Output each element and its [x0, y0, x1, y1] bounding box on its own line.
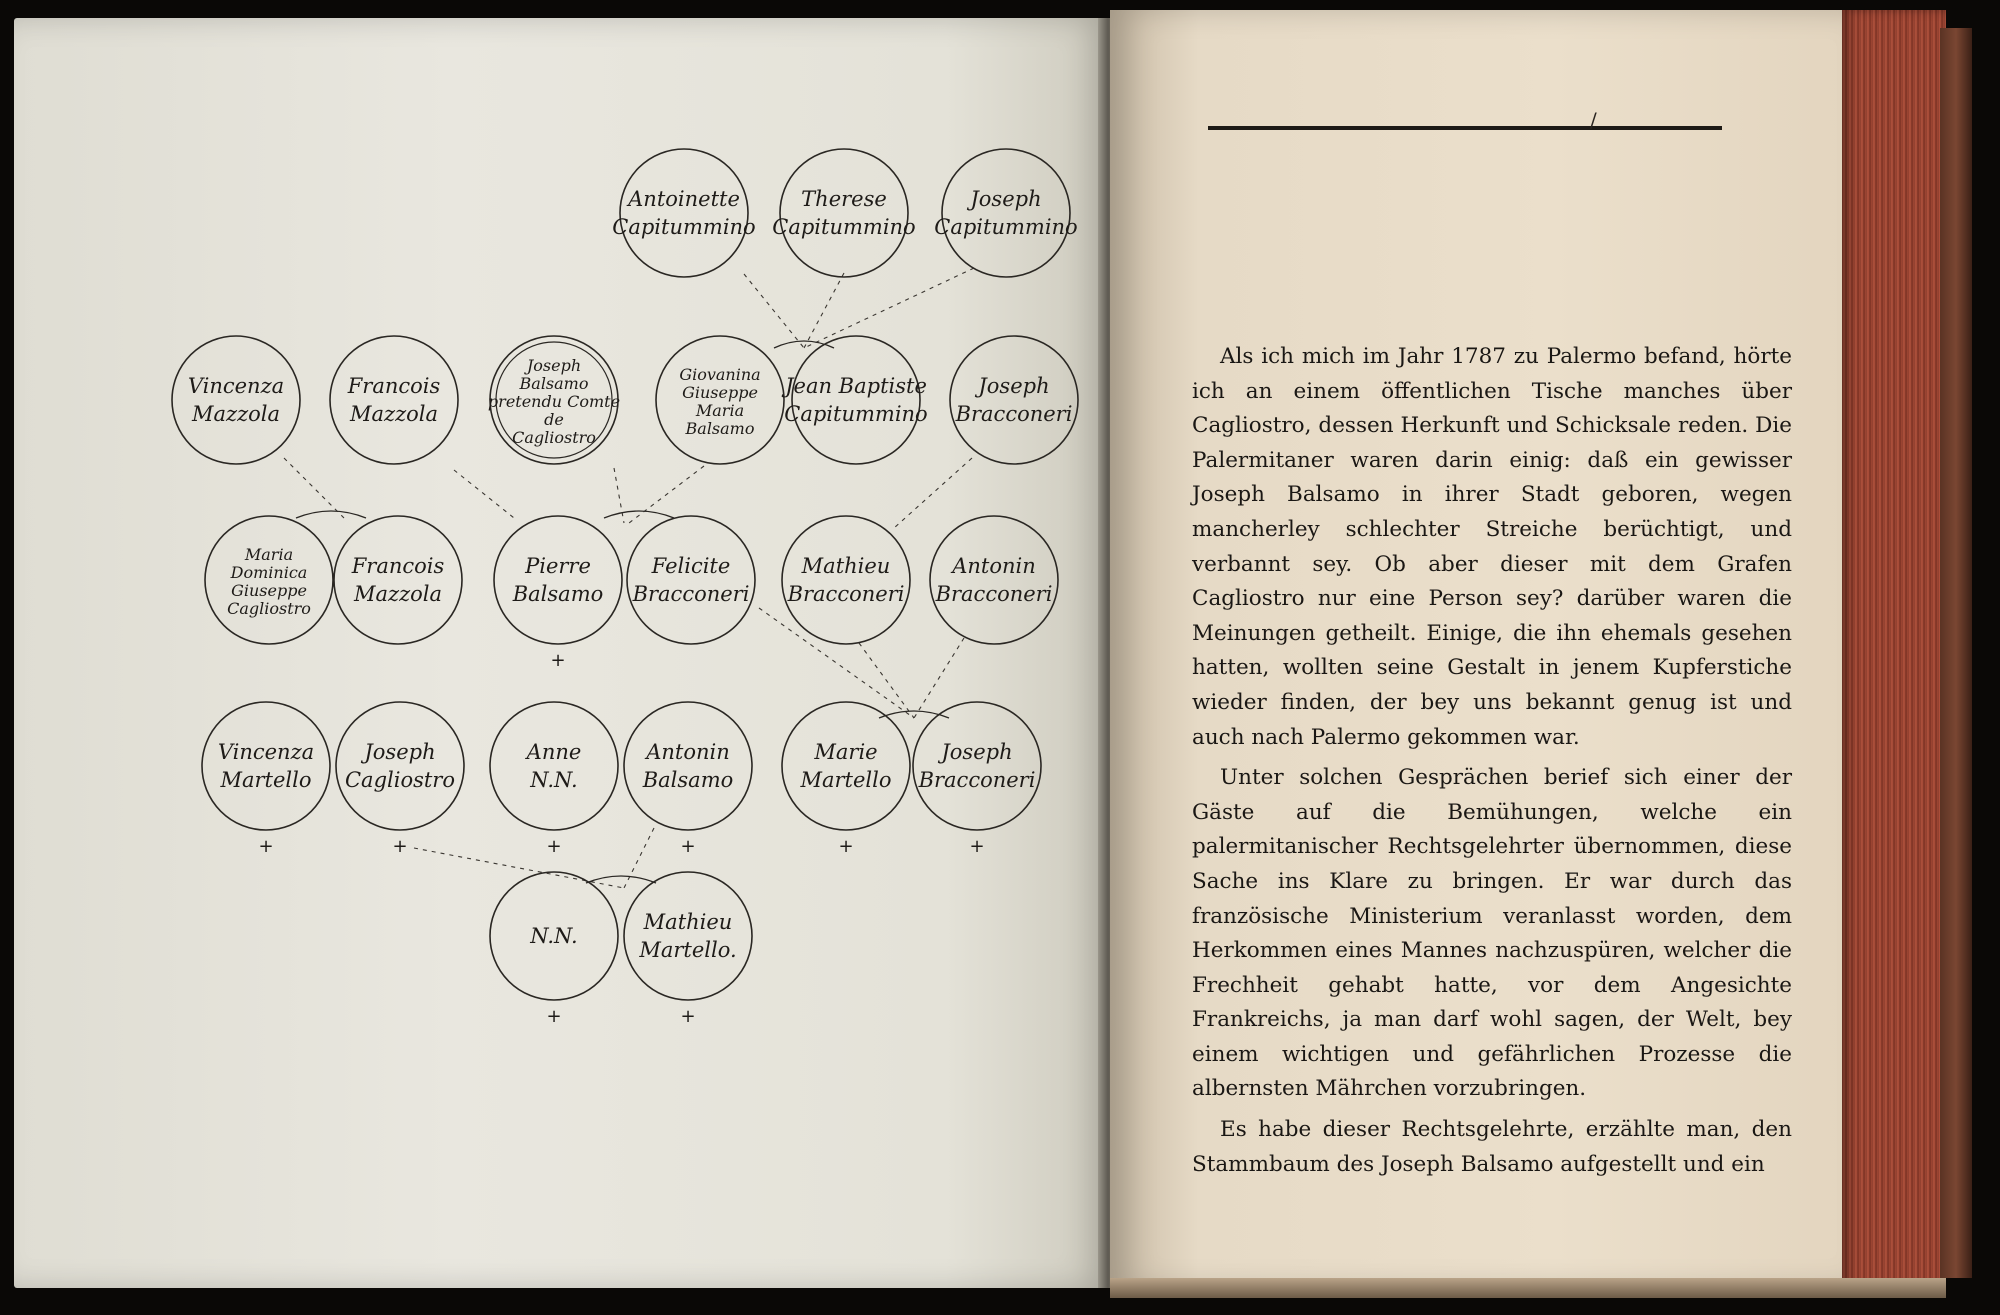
person-name-line: Mazzola [191, 402, 281, 426]
person-name-line: Giovanina [679, 365, 761, 384]
deceased-cross: + [550, 650, 566, 671]
person-name-line: Pierre [525, 554, 591, 578]
person-circle [334, 516, 462, 644]
page-bottom-curl [1110, 1278, 1946, 1298]
person-name-line: Dominica [230, 563, 308, 582]
person-name-line: Balsamo [685, 419, 755, 438]
person-node [494, 516, 622, 671]
person-circle [792, 336, 920, 464]
family-tree [14, 18, 1110, 1288]
person-name-line: Joseph [978, 374, 1050, 398]
person-circle [202, 702, 330, 830]
person-node [781, 336, 928, 464]
person-node [205, 516, 333, 644]
person-circle [942, 149, 1070, 277]
person-circle [624, 872, 752, 1000]
person-node [772, 149, 915, 277]
person-name-line: Anne [526, 740, 582, 764]
person-circle [782, 516, 910, 644]
person-name-line: Martello [800, 768, 892, 792]
person-name-line: de [544, 410, 564, 429]
deceased-cross: + [258, 836, 274, 857]
kinship-link [759, 608, 914, 718]
marriage-arc [604, 511, 674, 518]
person-name-line: Bracconeri [632, 582, 750, 606]
person-name-line: Maria [244, 545, 294, 564]
person-node [624, 702, 752, 857]
kinship-link [859, 643, 914, 718]
person-node [330, 336, 458, 464]
person-node [172, 336, 300, 464]
kinship-link [624, 828, 654, 888]
deceased-cross: + [838, 836, 854, 857]
person-circle [627, 516, 755, 644]
person-node [782, 516, 910, 644]
person-name-line: Capitummino [612, 215, 756, 239]
person-node [782, 702, 910, 857]
person-circle [950, 336, 1078, 464]
person-node [202, 702, 330, 857]
right-page [1110, 10, 1848, 1288]
person-node [490, 872, 618, 1027]
marriage-arc [586, 876, 656, 883]
deceased-cross: + [392, 836, 408, 857]
body-text [1192, 340, 1792, 1182]
person-name-line: N.N. [530, 768, 578, 792]
person-name-line: Felicite [651, 554, 731, 578]
person-name-line: N.N. [530, 924, 578, 948]
person-circle [782, 702, 910, 830]
person-name-line: Jean Baptiste [785, 374, 927, 398]
person-name-line: Mazzola [353, 582, 443, 606]
person-name-line: Vincenza [187, 374, 285, 398]
person-name-line: Francois [347, 374, 441, 398]
person-name-line: Capitummino [784, 402, 928, 426]
person-circle [780, 149, 908, 277]
person-name-line: Bracconeri [918, 768, 1036, 792]
cover-edge [1940, 28, 1972, 1278]
person-name-line: Antonin [646, 740, 730, 764]
person-name-line: Giuseppe [231, 581, 307, 600]
kinship-link [284, 458, 344, 518]
person-node [612, 149, 755, 277]
person-name-line: Capitummino [934, 215, 1078, 239]
person-name-line: Balsamo [519, 374, 589, 393]
person-node [913, 702, 1041, 857]
person-name-line: Cagliostro [227, 599, 311, 618]
paragraph: Unter solchen Gesprächen berief sich einer der Gäste auf die Bemühungen, welche ein palermitanischer Rechtsgelehrter übernommen, diese Sache ins Klare zu bringen. Er war durch das französische Ministerium veranlasst worden, dem Herkommen eines Mannes nachzuspüren, welcher die Frechheit gehabt hatte, vor dem Angesichte Frankreichs, ja man darf wohl sagen, der Welt, bey einem wichtigen und gefährlichen Prozesse die albernsten Mährchen vorzubringen. [1192, 765, 1792, 1102]
person-name-line: Martello [220, 768, 312, 792]
person-circle [490, 702, 618, 830]
deceased-cross: + [680, 836, 696, 857]
person-name-line: Balsamo [512, 582, 604, 606]
person-name-line: Joseph [970, 187, 1042, 211]
kinship-link [804, 268, 974, 348]
person-node [488, 336, 620, 464]
person-circle [330, 336, 458, 464]
deceased-cross: + [969, 836, 985, 857]
person-name-line: Mathieu [643, 910, 733, 934]
person-node [934, 149, 1077, 277]
header-rule [1208, 126, 1722, 130]
person-node [336, 702, 464, 857]
person-name-line: Mazzola [349, 402, 439, 426]
paragraph: Es habe dieser Rechtsgelehrte, erzählte man, den Stammbaum des Joseph Balsamo aufgestellt und ein [1192, 1117, 1792, 1177]
page-block-edges [1842, 10, 1946, 1288]
paragraph: Als ich mich im Jahr 1787 zu Palermo befand, hörte ich an einem öffentlichen Tische manches über Cagliostro, dessen Herkunft und Schicksale reden. Die Palermitaner waren darin einig: daß ein gewisser Joseph Balsamo in ihrer Stadt geboren, wegen mancherley schlechter Streiche berüchtigt, und verbannt sey. Ob aber dieser mit dem Grafen Cagliostro nur eine Person sey? darüber waren die Meinungen getheilt. Einige, die ihn ehemals gesehen hatten, wollten seine Gestalt in jenem Kupferstiche wieder finden, der bey uns bekannt genug ist und auch nach Palermo gekommen war. [1192, 344, 1792, 750]
kinship-link [629, 466, 704, 523]
person-name-line: Cagliostro [512, 428, 596, 447]
kinship-link [454, 470, 514, 518]
person-name-line: Antoinette [628, 187, 740, 211]
person-name-line: Bracconeri [955, 402, 1073, 426]
kinship-link [804, 273, 844, 348]
person-name-line: Joseph [941, 740, 1013, 764]
person-name-line: Therese [801, 187, 887, 211]
person-node [624, 872, 752, 1027]
person-circle [913, 702, 1041, 830]
person-circle [930, 516, 1058, 644]
person-circle [336, 702, 464, 830]
person-name-line: Bracconeri [787, 582, 905, 606]
marriage-arc [296, 511, 366, 518]
deceased-cross: + [546, 836, 562, 857]
person-name-line: Vincenza [217, 740, 315, 764]
person-node [656, 336, 784, 464]
person-name-line: Marie [814, 740, 878, 764]
person-node [490, 702, 618, 857]
person-node [627, 516, 755, 644]
person-node [930, 516, 1058, 644]
left-page-genealogy-plate [14, 18, 1110, 1288]
person-node [950, 336, 1078, 464]
person-circle [620, 149, 748, 277]
page-mark: / [1590, 108, 1597, 132]
person-name-line: Antonin [952, 554, 1036, 578]
person-name-line: Cagliostro [344, 768, 456, 792]
deceased-cross: + [680, 1006, 696, 1027]
person-circle [624, 702, 752, 830]
person-name-line: Balsamo [642, 768, 734, 792]
deceased-cross: + [546, 1006, 562, 1027]
person-name-line: pretendu Comte [487, 392, 621, 411]
person-name-line: Joseph [364, 740, 436, 764]
person-name-line: Maria [695, 401, 745, 420]
kinship-link [744, 274, 804, 348]
kinship-link [894, 458, 972, 528]
person-name-line: Capitummino [772, 215, 916, 239]
person-name-line: Bracconeri [935, 582, 1053, 606]
person-name-line: Francois [351, 554, 445, 578]
person-circle [494, 516, 622, 644]
person-circle [172, 336, 300, 464]
person-name-line: Mathieu [801, 554, 891, 578]
person-name-line: Joseph [526, 356, 582, 375]
person-node [334, 516, 462, 644]
person-name-line: Martello. [639, 938, 737, 962]
person-name-line: Giuseppe [682, 383, 758, 402]
